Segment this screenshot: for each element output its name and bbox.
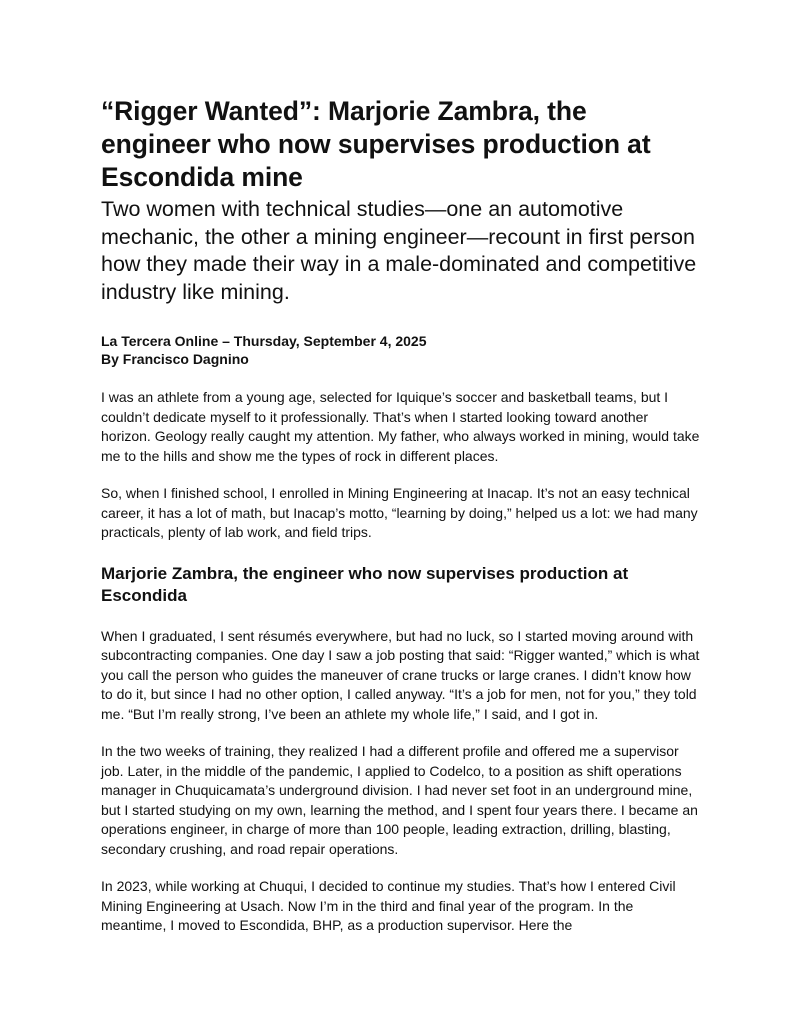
section-heading: Marjorie Zambra, the engineer who now supervises production at Escondida (101, 563, 629, 605)
paragraph: In 2023, while working at Chuqui, I decided to continue my studies. That’s how I entered Civil Mining Engineering at Usach. Now I’m in the third and final year of the program. In the meantime, I moved to Escondida, BHP, as a production supervisor. Here the (101, 878, 676, 933)
subheadline: Two women with technical studies—one an automotive mechanic, the other a mining engineer—recount in first person how they made their way in a male-dominated and competitive industry like mining. (101, 197, 697, 304)
byline-block (101, 332, 701, 368)
headline: “Rigger Wanted”: Marjorie Zambra, the engineer who now supervises production at Escondida mine (101, 96, 651, 192)
article (101, 95, 701, 936)
dateline: La Tercera Online – Thursday, September 4, 2025 (101, 333, 427, 349)
author: By Francisco Dagnino (101, 351, 249, 367)
paragraph: When I graduated, I sent résumés everywhere, but had no luck, so I started moving around with subcontracting companies. One day I saw a job posting that said: “Rigger wanted,” which is what you call the person who guides the maneuver of crane trucks or large cranes. I didn’t know how to do it, but since I had no other option, I called anyway. “It’s a job for men, not for you,” they told me. “But I’m really strong, I’ve been an athlete my whole life,” I said, and I got in. (101, 627, 700, 722)
paragraph: So, when I finished school, I enrolled in Mining Engineering at Inacap. It’s not an easy technical career, it has a lot of math, but Inacap’s motto, “learning by doing,” helped us a lot: we had many practicals, plenty of lab work, and field trips. (101, 485, 698, 540)
paragraph: In the two weeks of training, they realized I had a different profile and offered me a supervisor job. Later, in the middle of the pandemic, I applied to Codelco, to a position as shift operations manager in Chuquicamata’s underground division. I had never set foot in an underground mine, but I started studying on my own, learning the method, and I spent four years there. I became an operations engineer, in charge of more than 100 people, leading extraction, drilling, blasting, secondary crushing, and road repair operations. (101, 743, 698, 857)
paragraph: I was an athlete from a young age, selected for Iquique’s soccer and basketball teams, but I couldn’t dedicate myself to it professionally. That’s when I started looking toward another horizon. Geology really caught my attention. My father, who always worked in mining, would take me to the hills and show me the types of rock in different places. (101, 389, 700, 464)
